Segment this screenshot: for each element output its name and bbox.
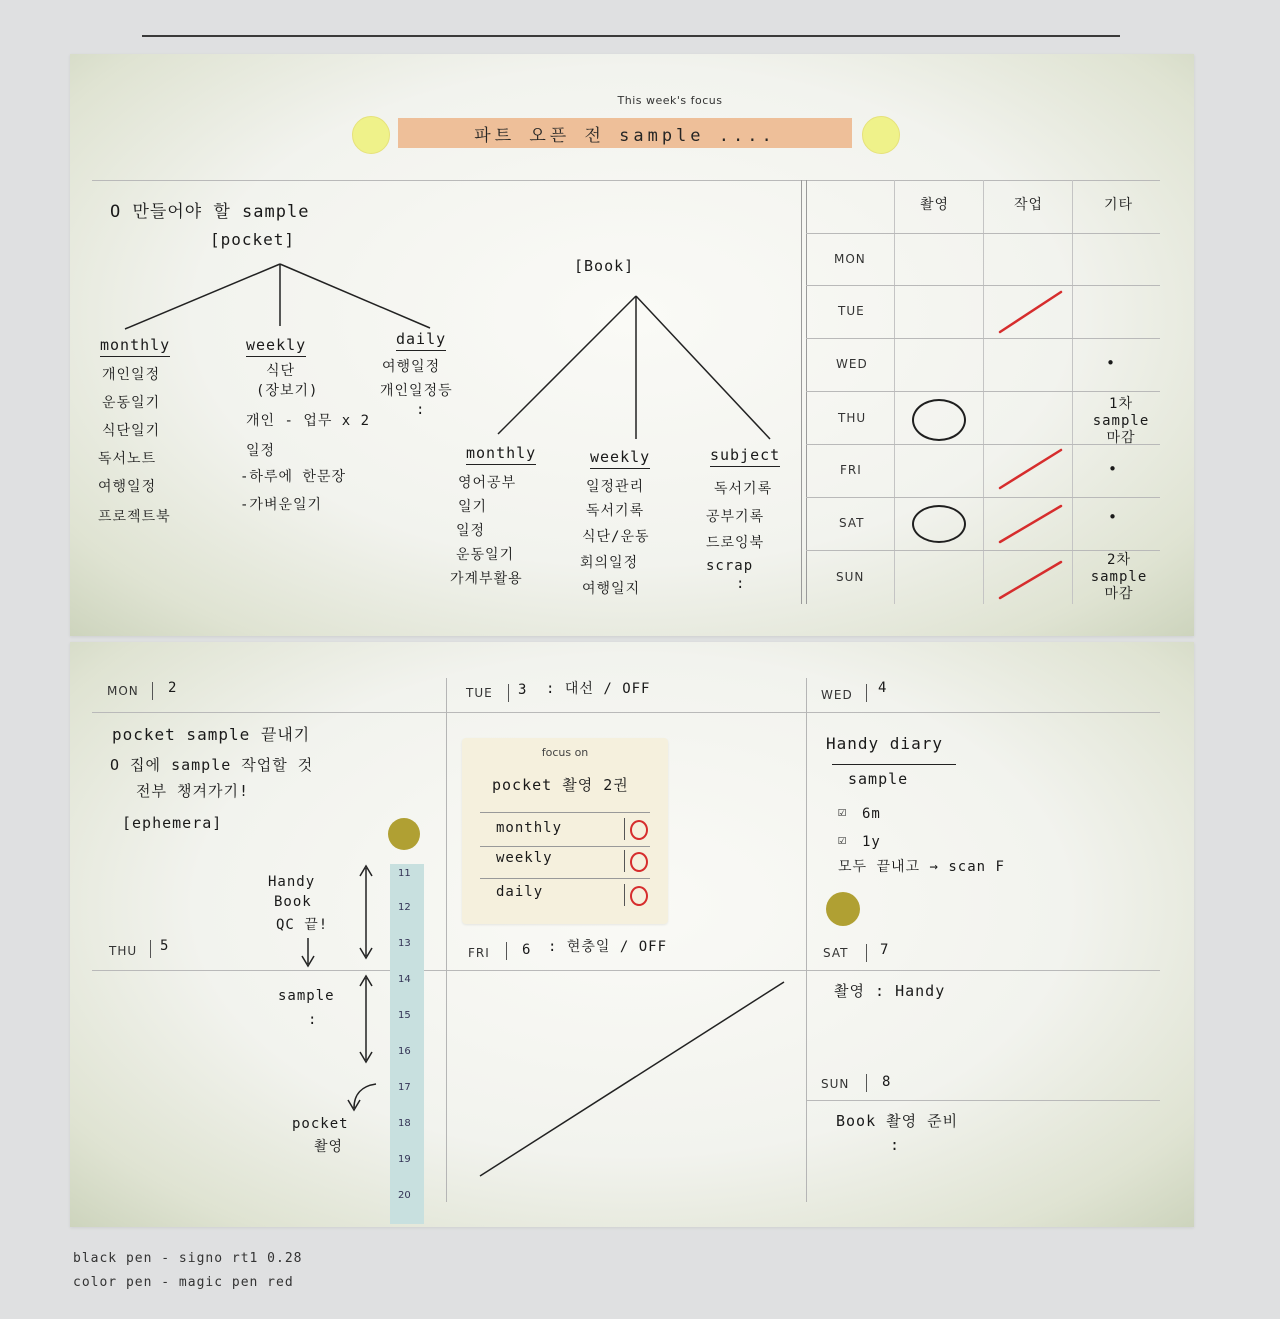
day-tick	[866, 944, 867, 962]
list-item: 영어공부	[458, 475, 517, 491]
tracker-header: 작업	[1014, 197, 1044, 213]
book-label: [Book]	[574, 257, 635, 275]
list-item: 프로젝트북	[98, 509, 171, 525]
wed-note: Handy diary	[826, 734, 943, 753]
tracker-header: 기타	[1104, 197, 1134, 213]
day-label-sat: SAT	[823, 946, 849, 960]
ruler-hour: 11	[398, 868, 411, 879]
tracker-day-label: FRI	[840, 463, 862, 477]
list-item: 식단/운동	[582, 529, 650, 545]
wed-note: 1y	[862, 834, 881, 850]
list-item: 여행일정	[98, 479, 157, 495]
checkbox-icon: ☑	[838, 832, 848, 848]
list-item: 개인 - 업무 x 2	[246, 413, 371, 429]
wed-note: 6m	[862, 806, 881, 822]
thu-note: Book	[274, 894, 312, 910]
tracker-day-label: SUN	[836, 570, 865, 584]
list-item: scrap	[706, 558, 754, 574]
day-label-thu: THU	[109, 944, 138, 958]
tracker-note: 2차 sample 마감	[1090, 552, 1148, 602]
top-divider-line	[142, 35, 1120, 37]
ruler-hour: 16	[398, 1046, 411, 1057]
pocket-daily-title: daily	[396, 330, 446, 351]
thu-note: pocket	[292, 1116, 349, 1132]
pocket-monthly-title: monthly	[100, 336, 170, 357]
list-item: 운동일기	[102, 395, 161, 411]
list-item: -하루에 한문장	[240, 469, 347, 485]
mindmap-heading: O 만들어야 할 sample	[110, 202, 310, 222]
ruler-hour: 19	[398, 1154, 411, 1165]
weekly-bottom-page	[70, 642, 1194, 1227]
ruler-hour: 14	[398, 974, 411, 985]
wed-note: 모두 끝내고 → scan F	[838, 859, 1005, 875]
day-label-fri: FRI	[468, 946, 490, 960]
sun-note: :	[890, 1136, 901, 1154]
ruler-hour: 15	[398, 1010, 411, 1021]
list-item: 일정	[456, 523, 486, 539]
list-item: 회의일정	[580, 555, 639, 571]
day-date-mon: 2	[168, 680, 178, 696]
ruler-hour: 18	[398, 1118, 411, 1129]
fri-diagonal-line	[70, 642, 1194, 1227]
ruler-hour: 17	[398, 1082, 411, 1093]
list-item: :	[736, 576, 746, 592]
thu-note: :	[308, 1012, 318, 1028]
focus-card-item: monthly	[496, 820, 563, 836]
ruler-hour: 13	[398, 938, 411, 949]
fri-note: : 현충일 / OFF	[548, 939, 668, 955]
thu-note: 촬영	[314, 1139, 344, 1155]
day-date-sat: 7	[880, 942, 890, 958]
tracker-day-label: WED	[836, 357, 868, 371]
tracker-note: 1차 sample 마감	[1092, 396, 1150, 446]
focus-label: This week's focus	[617, 94, 723, 107]
list-item: 가계부활용	[450, 571, 523, 587]
list-item: 일정관리	[586, 479, 645, 495]
tracker-day-label: MON	[834, 252, 866, 266]
list-item: 운동일기	[456, 547, 515, 563]
day-date-tue: 3	[518, 682, 528, 698]
day-label-wed: WED	[821, 688, 853, 702]
tracker-note: •	[1108, 460, 1119, 478]
weekly-top-page	[70, 54, 1194, 636]
ruler-hour: 20	[398, 1190, 411, 1201]
day-label-sun: SUN	[821, 1077, 850, 1091]
list-item: 독서기록	[586, 503, 645, 519]
focus-tape: 파트 오픈 전 sample ....	[398, 118, 852, 148]
day-label-mon: MON	[107, 684, 139, 698]
ruler-hour: 12	[398, 902, 411, 913]
mon-note: [ephemera]	[122, 814, 223, 832]
list-item: 여행일정	[382, 359, 441, 375]
list-item: 독서노트	[98, 451, 157, 467]
caption-line: black pen - signo rt1 0.28	[73, 1251, 303, 1266]
focus-card-title: focus on	[541, 746, 589, 759]
day-date-sun: 8	[882, 1074, 892, 1090]
tracker-note: •	[1108, 508, 1119, 526]
book-weekly-title: weekly	[590, 448, 650, 469]
list-item: 일정	[246, 443, 276, 459]
wed-note: sample	[848, 770, 909, 788]
day-date-wed: 4	[878, 680, 888, 696]
list-item: :	[416, 402, 426, 418]
focus-card-item: weekly	[496, 850, 553, 866]
list-item: (장보기)	[256, 383, 319, 399]
mon-note: O 집에 sample 작업할 것	[110, 756, 314, 774]
list-item: 개인일정	[102, 367, 161, 383]
sat-note: 촬영 : Handy	[834, 982, 946, 1000]
tracker-header: 촬영	[920, 197, 950, 213]
mon-note: 전부 챙겨가기!	[136, 782, 250, 800]
focus-card-subtitle: pocket 촬영 2권	[492, 776, 629, 794]
tracker-day-label: SAT	[839, 516, 865, 530]
caption-line: color pen - magic pen red	[73, 1275, 294, 1290]
thu-note: Handy	[268, 874, 316, 890]
focus-card-item: daily	[496, 884, 544, 900]
mon-note: pocket sample 끝내기	[112, 725, 311, 744]
day-label-tue: TUE	[466, 686, 493, 700]
thu-note: QC 끝!	[276, 917, 329, 933]
list-item: 공부기록	[706, 509, 765, 525]
day-date-thu: 5	[160, 938, 170, 954]
list-item: 일기	[458, 499, 488, 515]
list-item: 드로잉북	[706, 535, 765, 551]
sun-note: Book 촬영 준비	[836, 1112, 959, 1130]
tracker-day-label: THU	[838, 411, 867, 425]
book-monthly-title: monthly	[466, 444, 536, 465]
list-item: -가벼운일기	[240, 497, 323, 513]
red-check-marks	[70, 54, 1194, 636]
list-item: 여행일지	[582, 581, 641, 597]
day-date-fri: 6	[522, 942, 532, 958]
book-subject-title: subject	[710, 446, 780, 467]
list-item: 독서기록	[714, 481, 773, 497]
pocket-label: [pocket]	[210, 230, 296, 249]
checkbox-icon: ☑	[838, 804, 848, 820]
tue-note: : 대선 / OFF	[546, 681, 651, 697]
list-item: 식단	[266, 363, 296, 379]
list-item: 식단일기	[102, 423, 161, 439]
day-tick	[866, 1074, 867, 1092]
pocket-weekly-title: weekly	[246, 336, 306, 357]
tracker-day-label: TUE	[838, 304, 865, 318]
tracker-note: •	[1106, 354, 1117, 372]
list-item: 개인일정등	[380, 383, 453, 399]
thu-note: sample	[278, 988, 335, 1004]
